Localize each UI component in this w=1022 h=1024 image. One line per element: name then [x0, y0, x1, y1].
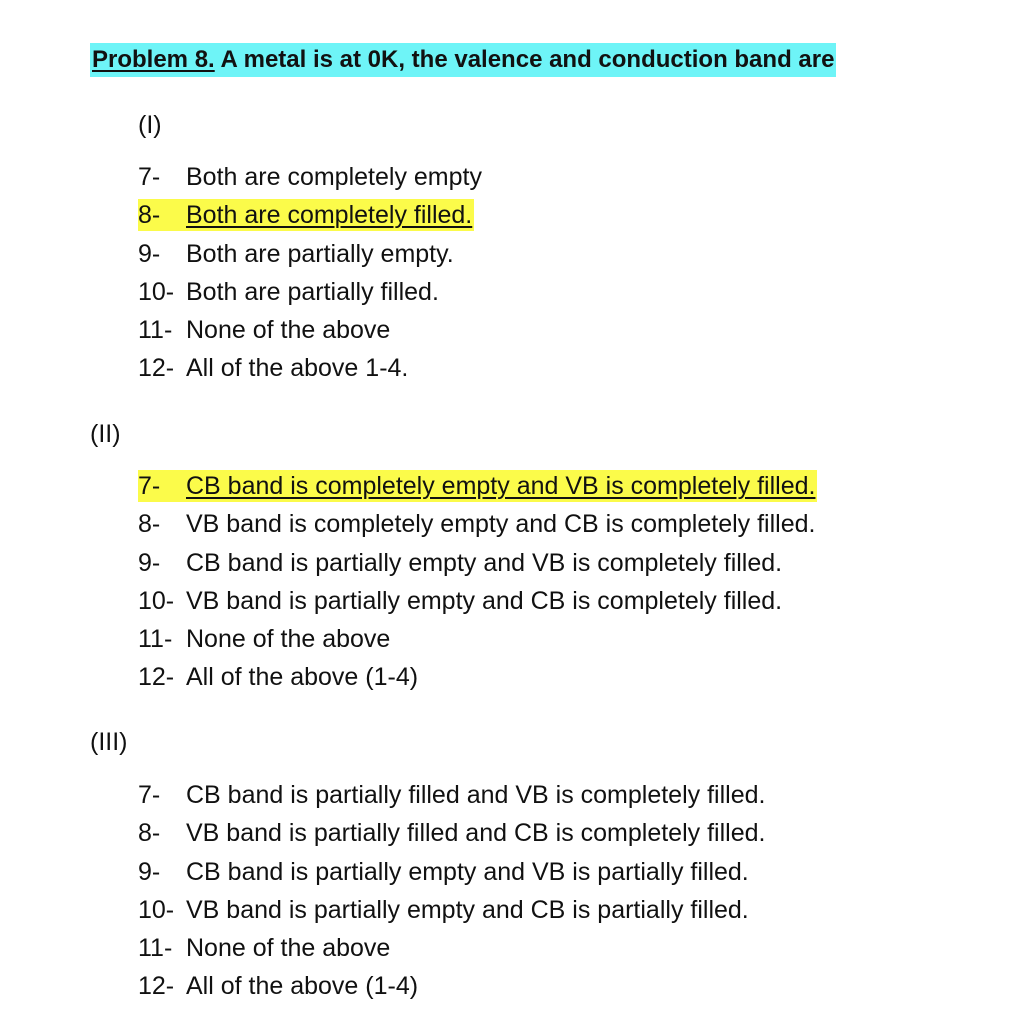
option-text: All of the above (1-4) — [186, 663, 419, 692]
option-text: None of the above — [186, 934, 391, 963]
option-content — [138, 779, 767, 811]
part-label-2: (II) — [90, 420, 121, 448]
option-row[interactable] — [138, 853, 767, 891]
option-content — [138, 508, 817, 540]
option-number: 7- — [138, 163, 161, 191]
part-1-options — [138, 158, 484, 388]
option-number: 9- — [138, 239, 161, 268]
option-number: 9- — [138, 548, 161, 577]
part-label-1: (I) — [138, 111, 162, 139]
option-content — [138, 894, 751, 926]
option-row[interactable] — [138, 311, 484, 349]
option-text: VB band is completely empty and CB is completely filled. — [186, 510, 816, 539]
option-content — [138, 817, 767, 849]
option-number: 10- — [138, 586, 175, 615]
option-text: All of the above 1-4. — [186, 354, 409, 383]
option-number: 10- — [138, 277, 175, 306]
option-number: 11- — [138, 625, 173, 654]
part-label-3: (III) — [90, 728, 128, 756]
option-text: VB band is partially empty and CB is partially filled. — [186, 895, 749, 924]
option-text: None of the above — [186, 625, 391, 654]
problem-question: A metal is at 0K, the valence and conduction band are — [214, 46, 835, 73]
option-content — [138, 276, 441, 308]
option-row[interactable] — [138, 814, 767, 852]
option-row[interactable] — [138, 349, 484, 387]
option-row[interactable] — [138, 929, 767, 967]
option-number: 12- — [138, 663, 175, 692]
option-number: 11- — [138, 934, 173, 963]
option-content — [138, 470, 817, 502]
option-row[interactable] — [138, 505, 817, 543]
option-row[interactable] — [138, 776, 767, 814]
option-row[interactable] — [138, 273, 484, 311]
option-text: Both are partially empty. — [186, 239, 454, 268]
option-text: CB band is partially empty and VB is completely filled. — [186, 548, 783, 577]
part-2-options — [138, 467, 817, 697]
option-text: Both are partially filled. — [186, 277, 439, 306]
problem-title — [90, 43, 836, 77]
option-number: 11- — [138, 316, 173, 345]
option-row[interactable] — [138, 544, 817, 582]
option-content — [138, 547, 784, 579]
option-text: CB band is partially filled and VB is completely filled. — [186, 781, 766, 809]
option-number: 8- — [138, 510, 161, 539]
option-row[interactable] — [138, 620, 817, 658]
option-text: All of the above (1-4) — [186, 972, 419, 1001]
option-content — [138, 314, 392, 346]
option-number: 12- — [138, 972, 175, 1001]
option-text: CB band is partially empty and VB is partially filled. — [186, 857, 749, 886]
option-number: 12- — [138, 354, 175, 383]
option-content — [138, 199, 474, 231]
option-row[interactable] — [138, 582, 817, 620]
option-text: None of the above — [186, 316, 391, 345]
option-text: Both are completely filled. — [186, 201, 473, 230]
option-row-selected[interactable] — [138, 196, 484, 234]
option-content — [138, 585, 784, 617]
option-row[interactable] — [138, 658, 817, 696]
option-row-selected[interactable] — [138, 467, 817, 505]
option-row[interactable] — [138, 967, 767, 1005]
option-number: 8- — [138, 819, 161, 848]
option-number: 9- — [138, 857, 161, 886]
option-content — [138, 352, 410, 384]
option-number: 7- — [138, 781, 161, 809]
problem-label: Problem 8. — [92, 46, 215, 73]
option-content — [138, 623, 392, 655]
option-row[interactable] — [138, 891, 767, 929]
option-row[interactable] — [138, 235, 484, 273]
option-content — [138, 970, 420, 1002]
option-number: 10- — [138, 895, 175, 924]
option-content — [138, 932, 392, 964]
option-text: VB band is partially filled and CB is completely filled. — [186, 819, 766, 848]
option-number: 8- — [138, 201, 161, 230]
option-text: Both are completely empty — [186, 163, 482, 191]
option-content — [138, 161, 484, 193]
option-content — [138, 856, 751, 888]
option-row[interactable] — [138, 158, 484, 196]
option-content — [138, 661, 420, 693]
option-number: 7- — [138, 472, 161, 500]
option-text: VB band is partially empty and CB is completely filled. — [186, 586, 783, 615]
option-text: CB band is completely empty and VB is completely filled. — [186, 472, 816, 500]
part-3-options — [138, 776, 767, 1006]
option-content — [138, 238, 456, 270]
